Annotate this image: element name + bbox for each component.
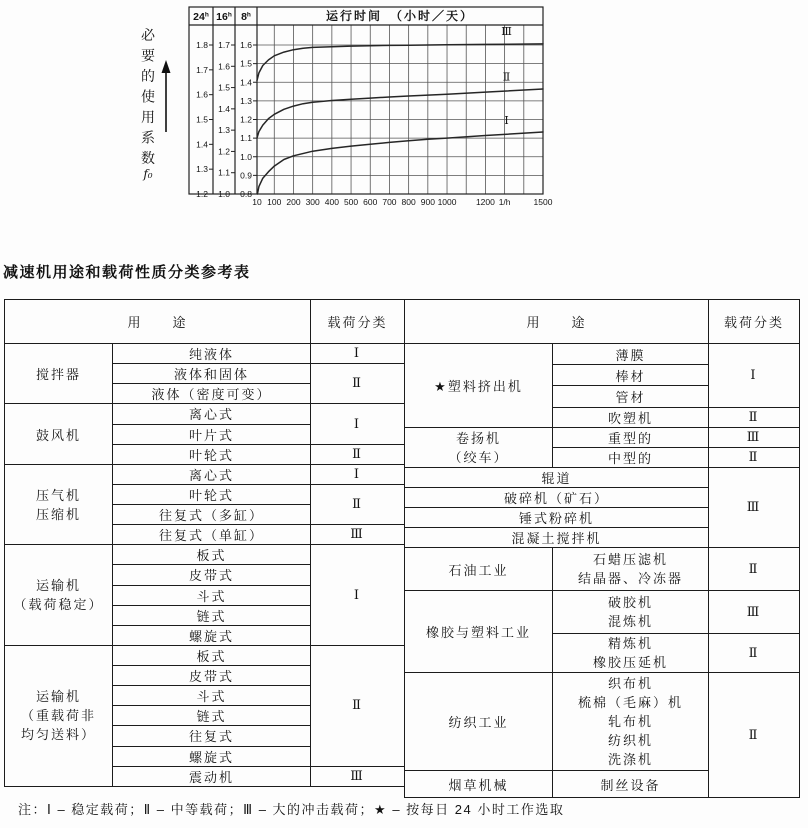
subtype-cell: 管材 — [553, 386, 709, 408]
subtype-cell: 板式 — [113, 545, 311, 565]
subtype-cell: 液体（密度可变） — [113, 384, 311, 404]
svg-text:1.3: 1.3 — [196, 164, 208, 175]
svg-text:1.4: 1.4 — [240, 77, 252, 88]
table-row — [405, 468, 800, 488]
table-header-row — [405, 300, 800, 344]
category-cell: 橡胶与塑料工业 — [405, 591, 553, 673]
merged-usage-cell: 混凝土搅拌机 — [405, 528, 709, 548]
svg-text:500: 500 — [343, 197, 359, 207]
svg-text:1500: 1500 — [533, 197, 553, 207]
svg-text:1.0: 1.0 — [240, 151, 252, 162]
subtype-cell: 棒材 — [553, 365, 709, 386]
load-class-cell: Ⅲ — [311, 766, 405, 786]
table-row — [5, 545, 405, 565]
subtype-cell: 皮带式 — [113, 666, 311, 686]
table-row — [5, 645, 405, 665]
footnote: 注：Ⅰ – 稳定载荷；Ⅱ – 中等载荷；Ⅲ – 大的冲击载荷；★ – 按每日 24 小时工作选取 — [18, 802, 565, 817]
svg-text:1.2: 1.2 — [196, 189, 208, 199]
svg-text:0.9: 0.9 — [240, 170, 252, 181]
subtype-cell: 斗式 — [113, 585, 311, 605]
load-class-cell: Ⅱ — [709, 673, 800, 798]
svg-text:用: 用 — [141, 109, 155, 125]
usage-header-right: 用 途 — [405, 300, 709, 344]
svg-text:1.5: 1.5 — [240, 58, 252, 69]
svg-text:1.4: 1.4 — [196, 139, 208, 150]
table-row — [405, 591, 800, 634]
up-arrow-icon — [162, 60, 171, 132]
table-title: 减速机用途和载荷性质分类参考表 — [3, 264, 251, 281]
table-row — [405, 673, 800, 771]
subtype-cell: 链式 — [113, 706, 311, 726]
svg-text:1000: 1000 — [437, 197, 457, 207]
load-class-header-right: 载荷分类 — [709, 300, 800, 344]
usage-factor-chart-svg — [115, 0, 575, 218]
load-class-cell: Ⅰ — [311, 545, 405, 646]
subtype-cell: 纯液体 — [113, 344, 311, 364]
svg-text:使: 使 — [141, 88, 155, 105]
subtype-cell — [553, 591, 709, 634]
cell-text-line: （绞车） — [448, 449, 509, 465]
load-class-cell: Ⅲ — [709, 468, 800, 548]
classification-table — [4, 299, 800, 798]
cell-text-line: 压气机 — [35, 487, 81, 503]
cell-text-line: 织布机 — [607, 676, 653, 691]
load-class-cell: Ⅰ — [311, 404, 405, 444]
load-class-cell: Ⅲ — [709, 591, 800, 634]
curve-label-Ⅲ: Ⅲ — [501, 24, 512, 38]
subtype-cell — [553, 673, 709, 771]
svg-text:1.7: 1.7 — [218, 40, 230, 50]
subtype-cell: 离心式 — [113, 464, 311, 484]
load-class-cell: Ⅱ — [311, 444, 405, 464]
cell-text-line: 洗涤机 — [607, 752, 653, 767]
category-cell: 烟草机械 — [405, 771, 553, 798]
y-axis-title — [141, 27, 156, 181]
category-cell: 搅拌器 — [5, 344, 113, 404]
table-row — [5, 344, 405, 364]
svg-text:1.1: 1.1 — [218, 167, 230, 178]
subtype-cell: 往复式（多缸） — [113, 505, 311, 525]
svg-text:必: 必 — [141, 27, 155, 43]
table-row — [5, 464, 405, 484]
cell-text-line: 精炼机 — [607, 636, 653, 651]
svg-text:数: 数 — [141, 150, 155, 166]
load-class-cell: Ⅲ — [311, 525, 405, 545]
svg-text:1.5: 1.5 — [218, 82, 230, 93]
svg-text:200: 200 — [286, 197, 301, 207]
cell-text-line: 橡胶压延机 — [592, 655, 668, 670]
table-row — [405, 344, 800, 365]
y-scale-8h — [240, 40, 257, 199]
subtype-cell: 皮带式 — [113, 565, 311, 585]
cell-text-line: 结晶器、冷冻器 — [577, 571, 683, 586]
subtype-cell: 螺旋式 — [113, 746, 311, 766]
cell-text-line: （重载荷非 — [20, 708, 96, 724]
load-class-cell: Ⅱ — [709, 548, 800, 591]
category-cell: 石油工业 — [405, 548, 553, 591]
merged-usage-cell: 锤式粉碎机 — [405, 508, 709, 528]
curve-label-Ⅱ: Ⅱ — [502, 70, 511, 84]
svg-text:1.8: 1.8 — [196, 40, 208, 50]
subtype-cell: 薄膜 — [553, 344, 709, 365]
subtype-cell — [553, 634, 709, 673]
chart-title: 运行时间 （小时／天） — [325, 9, 475, 23]
svg-text:1.6: 1.6 — [240, 40, 252, 50]
load-class-cell: Ⅱ — [311, 484, 405, 524]
y-axis-symbol: f₀ — [143, 167, 153, 181]
load-class-cell: Ⅰ — [709, 344, 800, 408]
category-cell — [5, 545, 113, 646]
cell-text-line: 纺织机 — [607, 733, 653, 748]
subtype-cell: 斗式 — [113, 686, 311, 706]
curve-Ⅰ — [257, 132, 543, 194]
usage-header-left: 用 途 — [5, 300, 311, 344]
chart-grid — [257, 25, 543, 194]
svg-text:1.3: 1.3 — [218, 125, 230, 136]
svg-text:1.2: 1.2 — [240, 114, 252, 125]
svg-text:800: 800 — [401, 197, 416, 207]
svg-text:900: 900 — [420, 197, 435, 207]
cell-text-line: 混炼机 — [607, 614, 653, 629]
svg-text:700: 700 — [382, 197, 397, 207]
svg-text:1.3: 1.3 — [240, 95, 252, 106]
subtype-cell: 制丝设备 — [553, 771, 709, 798]
load-class-header-left: 载荷分类 — [311, 300, 405, 344]
scale-column-header: 8$^h$ — [241, 11, 251, 23]
subtype-cell: 震动机 — [113, 766, 311, 786]
x-axis-labels — [252, 197, 552, 207]
load-class-cell: Ⅱ — [311, 364, 405, 404]
subtype-cell: 叶轮式 — [113, 484, 311, 504]
category-cell — [5, 645, 113, 786]
table-row — [405, 428, 800, 448]
usage-table-right — [404, 299, 800, 798]
table-header-row — [5, 300, 405, 344]
svg-text:1.6: 1.6 — [218, 61, 230, 72]
svg-text:1.1: 1.1 — [240, 133, 252, 144]
merged-usage-cell: 破碎机（矿石） — [405, 488, 709, 508]
cell-text-line: 压缩机 — [35, 506, 81, 522]
usage-table-left — [4, 299, 405, 787]
cell-text-line: 石蜡压滤机 — [592, 552, 668, 567]
subtype-cell: 螺旋式 — [113, 625, 311, 645]
load-class-cell: Ⅱ — [311, 645, 405, 766]
y-scale-16h — [218, 40, 235, 199]
cell-text-line: 破胶机 — [607, 595, 653, 610]
svg-text:10: 10 — [252, 197, 262, 207]
subtype-cell: 吹塑机 — [553, 408, 709, 428]
svg-text:系: 系 — [141, 129, 155, 146]
cell-text-line: 运输机 — [35, 578, 81, 594]
y-scale-24h — [196, 40, 213, 199]
svg-text:的: 的 — [141, 68, 155, 84]
svg-text:400: 400 — [324, 197, 339, 207]
table-row — [405, 548, 800, 591]
load-class-cell: Ⅰ — [311, 344, 405, 364]
svg-text:300: 300 — [305, 197, 320, 207]
subtype-cell: 离心式 — [113, 404, 311, 424]
svg-text:1.6: 1.6 — [196, 89, 208, 100]
cell-text-line: 均匀送料） — [20, 727, 96, 743]
svg-text:1/h: 1/h — [498, 197, 511, 207]
subtype-cell: 往复式 — [113, 726, 311, 746]
subtype-cell: 板式 — [113, 645, 311, 665]
svg-text:要: 要 — [141, 47, 155, 64]
subtype-cell: 中型的 — [553, 448, 709, 468]
load-class-cell: Ⅲ — [709, 428, 800, 448]
load-class-cell: Ⅱ — [709, 408, 800, 428]
subtype-cell: 液体和固体 — [113, 364, 311, 384]
load-class-cell: Ⅱ — [709, 448, 800, 468]
svg-text:600: 600 — [363, 197, 378, 207]
cell-text-line: 卷扬机 — [455, 430, 501, 446]
svg-text:1.4: 1.4 — [218, 103, 230, 114]
cell-text-line: 梳棉（毛麻）机 — [577, 695, 683, 710]
category-cell — [405, 428, 553, 468]
svg-text:1.2: 1.2 — [218, 146, 230, 157]
subtype-cell: 链式 — [113, 605, 311, 625]
category-cell: ★塑料挤出机 — [405, 344, 553, 428]
cell-text-line: （载荷稳定） — [13, 597, 104, 613]
svg-text:1.7: 1.7 — [196, 64, 208, 75]
svg-text:1.5: 1.5 — [196, 114, 208, 125]
load-class-cell: Ⅰ — [311, 464, 405, 484]
subtype-cell: 重型的 — [553, 428, 709, 448]
merged-usage-cell: 辊道 — [405, 468, 709, 488]
curve-Ⅲ — [257, 44, 543, 84]
subtype-cell — [553, 548, 709, 591]
svg-text:1200: 1200 — [475, 197, 495, 207]
scale-column-header: 16$^h$ — [216, 11, 232, 23]
category-cell: 纺织工业 — [405, 673, 553, 771]
category-cell — [5, 464, 113, 545]
cell-text-line: 运输机 — [35, 689, 81, 705]
curve-Ⅱ — [257, 89, 543, 138]
svg-text:0.8: 0.8 — [240, 189, 252, 199]
usage-factor-chart — [115, 0, 575, 218]
subtype-cell: 叶轮式 — [113, 444, 311, 464]
curve-label-Ⅰ: Ⅰ — [504, 114, 509, 128]
svg-text:100: 100 — [267, 197, 282, 207]
cell-text-line: 轧布机 — [607, 714, 653, 729]
svg-text:1.0: 1.0 — [218, 189, 230, 199]
subtype-cell: 叶片式 — [113, 424, 311, 444]
table-row — [5, 404, 405, 424]
scale-column-header: 24$^h$ — [193, 11, 209, 23]
load-class-cell: Ⅱ — [709, 634, 800, 673]
category-cell: 鼓风机 — [5, 404, 113, 464]
subtype-cell: 往复式（单缸） — [113, 525, 311, 545]
